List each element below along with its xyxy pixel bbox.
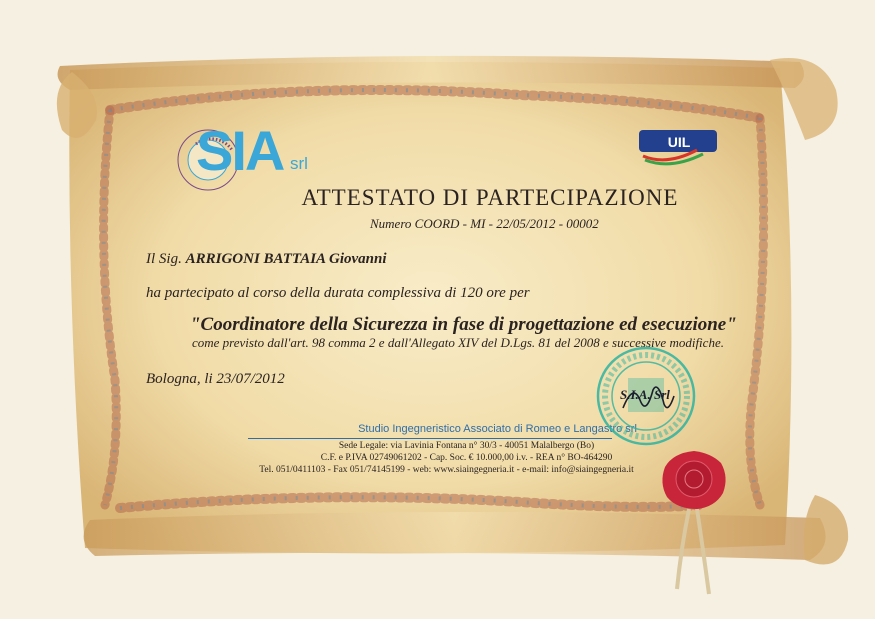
footer-address-2: C.F. e P.IVA 02749061202 - Cap. Soc. € 10.000,00 i.v. - REA n° BO-464290 bbox=[320, 453, 613, 463]
sia-logo-text: SIA bbox=[196, 119, 284, 182]
participant-prefix: Il Sig. bbox=[146, 251, 182, 267]
course-title: "Coordinatore della Sicurezza in fase di progettazione ed esecuzione" bbox=[190, 314, 737, 335]
place-date: Bologna, li 23/07/2012 bbox=[146, 371, 285, 387]
wax-seal-icon bbox=[659, 449, 729, 599]
uil-logo-text: UIL bbox=[667, 134, 691, 150]
stamp-signature-label: S.I.A. Srl bbox=[620, 387, 670, 402]
participant-name: ARRIGONI BATTAIA Giovanni bbox=[185, 251, 387, 267]
studio-name: Studio Ingegneristico Associato di Romeo e Langastro srl bbox=[358, 423, 637, 435]
sia-logo-srl: srl bbox=[290, 154, 308, 173]
certificate-number: Numero COORD - MI - 22/05/2012 - 00002 bbox=[370, 216, 599, 231]
certificate-title: ATTESTATO DI PARTECIPAZIONE bbox=[301, 185, 679, 210]
footer-address-3: Tel. 051/0411103 - Fax 051/74145199 - web: www.siaingegneria.it - e-mail: info@siaingegneria.it bbox=[259, 465, 634, 475]
uil-logo-icon bbox=[637, 120, 719, 166]
footer-address-1: Sede Legale: via Lavinia Fontana n° 30/3 - 40051 Malalbergo (Bo) bbox=[338, 441, 595, 451]
course-law-reference: come previsto dall'art. 98 comma 2 e dall'Allegato XIV del D.Lgs. 81 del 2008 e successive modifiche. bbox=[192, 335, 724, 350]
course-intro: ha partecipato al corso della durata complessiva di 120 ore per bbox=[146, 285, 530, 301]
footer-divider bbox=[248, 438, 612, 439]
participant-line bbox=[146, 251, 387, 268]
